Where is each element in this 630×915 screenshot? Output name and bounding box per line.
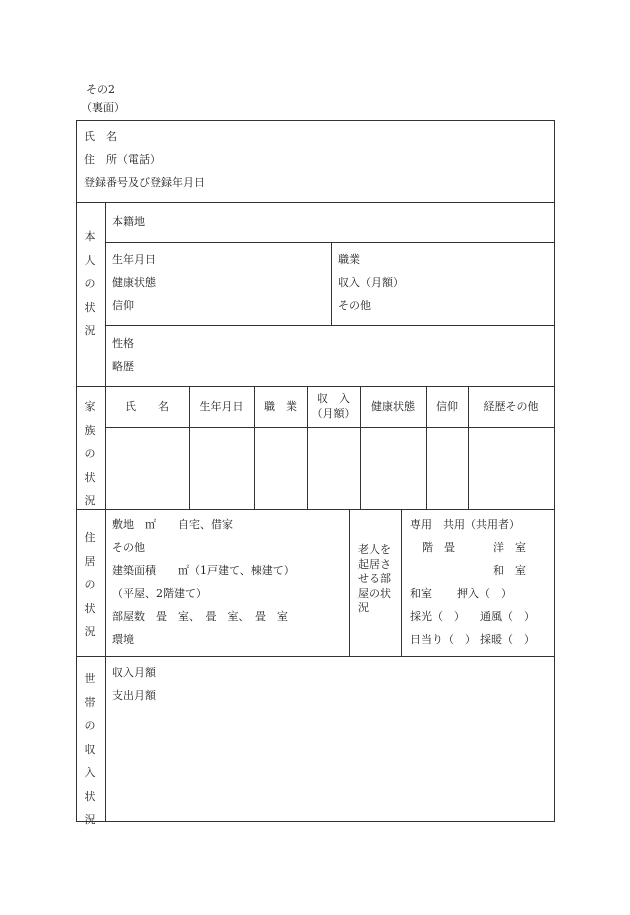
divider-section1 — [77, 202, 554, 203]
address-label: 住 所（電話） — [84, 153, 161, 166]
building-area-label: 建築面積 ㎡（1戸建て、棟建て） — [112, 564, 295, 577]
divider-family-header — [105, 427, 554, 428]
divider-housing — [77, 656, 554, 657]
family-col-history: 経歴その他 — [483, 400, 539, 413]
western-room-label: 洋 室 — [493, 541, 526, 554]
lighting-label: 採光（ ） — [410, 610, 465, 623]
history-label: 略歴 — [112, 360, 134, 373]
divider-personal — [105, 325, 554, 326]
birthdate-label: 生年月日 — [112, 253, 156, 266]
divider-family — [77, 509, 554, 510]
japanese-room-label: 和 室 — [493, 564, 526, 577]
family-section-label: 家 族 の 状 況 — [84, 400, 96, 507]
divider-domicile — [105, 242, 554, 243]
sunlight-label: 日当り（ ） — [410, 633, 476, 646]
page-number: その2 — [86, 83, 115, 96]
faith-label: 信仰 — [112, 299, 134, 312]
personality-label: 性格 — [112, 337, 134, 350]
exclusive-shared-label: 専用 共用（共用者） — [410, 518, 520, 531]
family-col-health: 健康状態 — [371, 400, 415, 413]
housing-other-label: その他 — [112, 541, 145, 554]
registration-label: 登録番号及び登録年月日 — [84, 176, 205, 189]
closet-label: 押入（ ） — [457, 587, 512, 600]
heating-label: 採暖（ ） — [480, 633, 535, 646]
environment-label: 環境 — [112, 633, 134, 646]
monthly-expense-label: 支出月額 — [112, 689, 156, 702]
family-col-job: 職 業 — [264, 400, 297, 413]
elder-room-label: 老人を 起居さ せる部 屋の状 況 — [358, 543, 391, 614]
rooms-label: 部屋数 畳 室、 畳 室、 畳 室 — [112, 610, 288, 623]
family-col-name: 氏 名 — [125, 400, 169, 413]
occupation-label: 職業 — [338, 253, 360, 266]
family-col-income: 収 入 （月額） — [311, 392, 356, 420]
family-col-faith: 信仰 — [436, 400, 458, 413]
domicile-label: 本籍地 — [112, 215, 145, 228]
site-label: 敷地 ㎡ 自宅、借家 — [112, 518, 233, 531]
housing-col-line — [349, 509, 350, 656]
self-section-label: 本 人 の 状 況 — [84, 230, 96, 337]
family-col-birthdate: 生年月日 — [199, 400, 244, 413]
label-column-line — [105, 202, 106, 822]
floors-label: （平屋、2階建て） — [112, 587, 207, 600]
monthly-income-label: 収入月額 — [112, 666, 156, 679]
name-label: 氏 名 — [84, 130, 117, 143]
housing-section-label: 住 居 の 状 況 — [84, 531, 96, 638]
income-label: 収入（月額） — [338, 276, 404, 289]
divider-self — [77, 386, 554, 387]
household-section-label: 世 帯 の 収 入 状 況 — [84, 672, 96, 826]
form-table — [76, 120, 555, 826]
housing-col-line — [401, 509, 402, 656]
washitsu-label: 和室 — [410, 587, 432, 600]
self-split-line — [331, 242, 332, 325]
ventilation-label: 通風（ ） — [480, 610, 535, 623]
health-label: 健康状態 — [112, 276, 156, 289]
floor-tatami-label: 階 畳 — [422, 541, 455, 554]
other-label: その他 — [338, 299, 371, 312]
page-side-label: （裏面） — [81, 101, 125, 114]
